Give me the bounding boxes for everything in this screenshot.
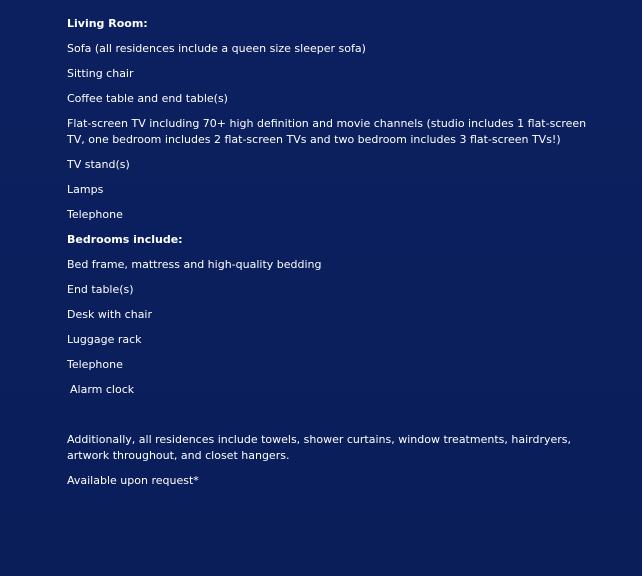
bedroom-item-luggage-rack: Luggage rack	[67, 333, 142, 346]
bedroom-item-end-table: End table(s)	[67, 283, 134, 296]
bedroom-item-telephone: Telephone	[67, 358, 123, 371]
bedroom-item-desk: Desk with chair	[67, 308, 153, 321]
living-room-item-tv-stand: TV stand(s)	[67, 158, 130, 171]
living-room-item-sofa: Sofa (all residences include a queen size sleeper sofa)	[67, 42, 366, 55]
living-room-item-telephone: Telephone	[67, 208, 123, 221]
bedrooms-heading: Bedrooms include:	[67, 233, 183, 246]
available-upon-request-note: Available upon request*	[67, 474, 199, 487]
living-room-item-flat-screen-tv: Flat-screen TV including 70+ high definition and movie channels (studio includes 1 flat-screen TV, one bedroom includes 2 flat-screen TVs and two bedroom includes 3 flat-screen TVs!)	[67, 117, 587, 146]
living-room-item-coffee-table: Coffee table and end table(s)	[67, 92, 228, 105]
bedroom-item-alarm-clock: Alarm clock	[70, 383, 135, 396]
amenities-document	[67, 16, 587, 498]
section-spacer	[67, 407, 587, 432]
living-room-item-sitting-chair: Sitting chair	[67, 67, 134, 80]
living-room-heading: Living Room:	[67, 17, 148, 30]
additional-amenities-text: Additionally, all residences include towels, shower curtains, window treatments, hairdryers, artwork throughout, and closet hangers.	[67, 433, 571, 462]
bedroom-item-bed-frame: Bed frame, mattress and high-quality bedding	[67, 258, 322, 271]
living-room-item-lamps: Lamps	[67, 183, 104, 196]
